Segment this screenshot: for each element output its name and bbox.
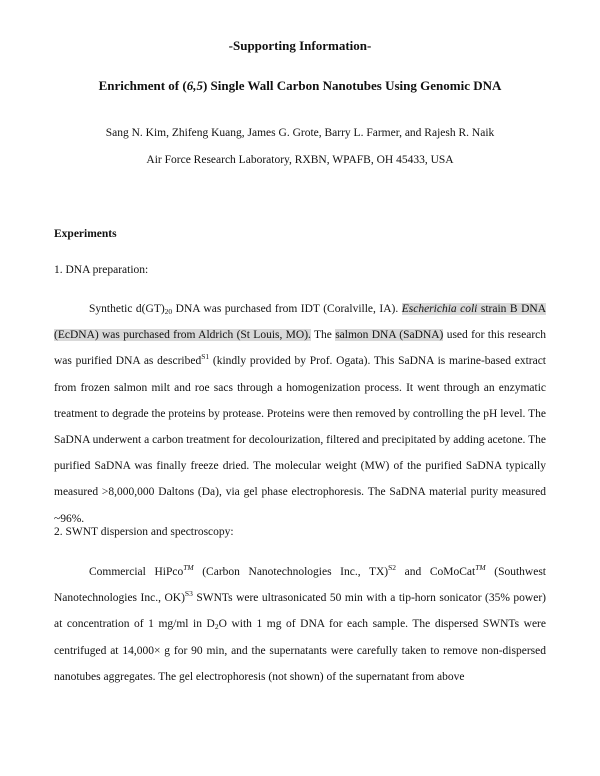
text-run: and CoMoCat xyxy=(396,566,476,578)
supporting-information-heading: -Supporting Information- xyxy=(228,38,372,53)
reference-superscript: S1 xyxy=(201,352,210,362)
section-heading-experiments: Experiments xyxy=(54,228,117,240)
text-run: SWNTs were ultrasonicated 50 min with a tip-horn sonicator (35% power) at concentration of 1 mg/ml in D xyxy=(54,592,547,631)
reference-superscript: S2 xyxy=(388,563,397,572)
text-run: (Carbon Nanotechnologies Inc., TX) xyxy=(193,566,389,578)
text-run: used for this research was purified DNA as described xyxy=(54,329,547,368)
highlighted-text: salmon DNA (SaDNA) xyxy=(335,329,444,342)
subscript: 2 xyxy=(214,622,219,632)
title-part: ) Single Wall Carbon Nanotubes Using Genomic DNA xyxy=(202,78,502,93)
title-part: Enrichment of ( xyxy=(98,78,187,93)
paragraph-swnt-dispersion xyxy=(54,559,546,690)
subscript: 20 xyxy=(164,307,173,316)
reference-superscript: S3 xyxy=(184,589,193,599)
chirality-index: 6,5 xyxy=(186,78,203,93)
affiliation: Air Force Research Laboratory, RXBN, WPAFB, OH 45433, USA xyxy=(146,154,454,166)
text-run: (kindly provided by Prof. Ogata). This SaDNA is marine-based extract from frozen salmon milt and roe sacs through a homogenization process. It went through an enzymatic treatment to degrade the proteins by protease. Proteins were then removed by controlling the pH level. The SaDNA underwent a carbon treatment for decolourization, filtered and precipitated by adding acetone. The purified SaDNA was finally freeze dried. The molecular weight (MW) of the purified SaDNA typically measured >8,000,000 Daltons (Da), via gel phase electrophoresis. The SaDNA material purity measured ~96%. xyxy=(54,355,546,525)
species-name: Escherichia coli xyxy=(401,303,478,315)
text-run: O with 1 mg of DNA for each sample. The dispersed SWNTs were centrifuged at 14,000× g for 90 min, and the supernatants were carefully taken to remove non-dispersed nanotubes aggregates. The gel electrophoresis (not shown) of the supernatant from above xyxy=(54,618,546,683)
subsection-heading-swnt-dispersion: 2. SWNT dispersion and spectroscopy: xyxy=(54,526,234,538)
trademark-superscript: TM xyxy=(475,563,486,572)
text-run: strain B DNA (EcDNA) was purchased from Aldrich (St Louis, MO). xyxy=(54,303,546,342)
paragraph-dna-preparation xyxy=(54,296,546,532)
subsection-heading-dna-preparation: 1. DNA preparation: xyxy=(54,264,149,276)
text-run: DNA was purchased from IDT (Coralville, IA). xyxy=(172,303,402,315)
paper-title xyxy=(0,78,600,94)
text-run: Commercial HiPco xyxy=(89,566,184,578)
text-run: Synthetic d(GT) xyxy=(89,303,165,315)
text-run: (Southwest Nanotechnologies Inc., OK) xyxy=(54,566,546,605)
text-run: The xyxy=(310,329,336,342)
trademark-superscript: TM xyxy=(183,563,194,572)
author-list: Sang N. Kim, Zhifeng Kuang, James G. Grote, Barry L. Farmer, and Rajesh R. Naik xyxy=(105,127,495,139)
